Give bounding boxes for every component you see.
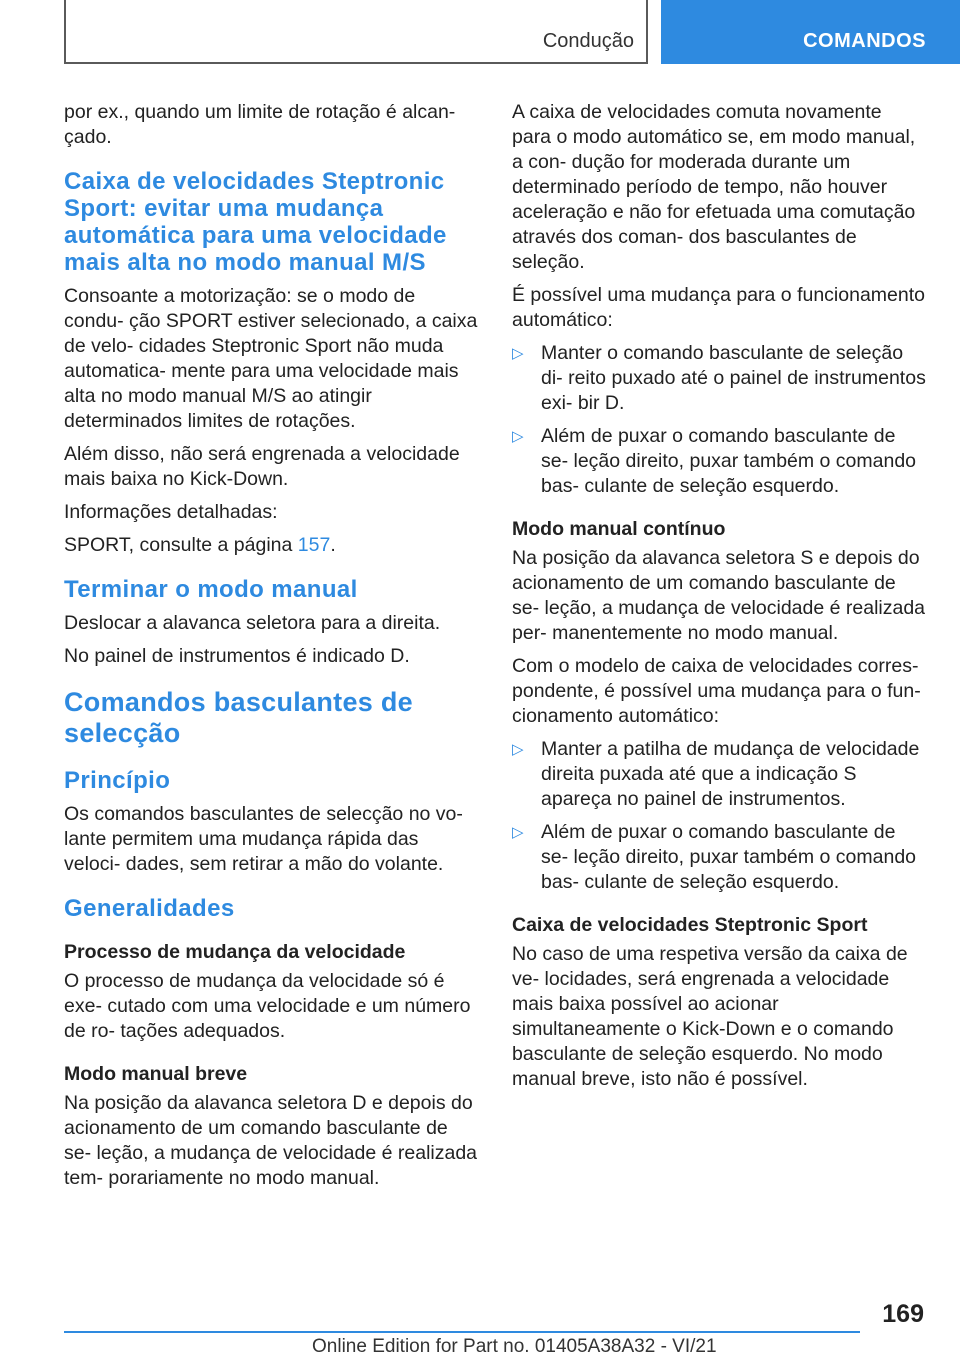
header-section-label: Condução	[542, 30, 634, 52]
paragraph-intro: por ex., quando um limite de rotação é alcan‐ çado.	[64, 101, 456, 148]
triangle-bullet-icon: ▷	[512, 741, 524, 758]
header-chapter-label: COMANDOS	[803, 30, 926, 52]
paragraph-reference	[64, 533, 478, 558]
page-reference-link[interactable]: 157	[297, 534, 331, 556]
heading-processo-mudanca: Processo de mudança da velocidade	[64, 941, 406, 963]
list-item	[512, 737, 926, 812]
paragraph-steptronic-2: Além disso, não será engrenada a velocidade mais baixa no Kick-Down.	[64, 443, 460, 490]
bullet-list-continuo	[512, 737, 926, 895]
paragraph-processo: O processo de mudança da velocidade só é exe‐ cutado com uma velocidade e um número de ro‐ tações adequados.	[64, 970, 471, 1042]
reference-end: .	[330, 534, 336, 556]
paragraph-terminar-1: Deslocar a alavanca seletora para a direita.	[64, 612, 441, 634]
heading-modo-manual-continuo: Modo manual contínuo	[512, 518, 726, 540]
paragraph-terminar-2: No painel de instrumentos é indicado D.	[64, 645, 410, 667]
paragraph-modo-breve: Na posição da alavanca seletora D e depois do acionamento de um comando basculante de se‐ leção, a mudança de velocidade é realizada tem‐ porariamente no modo manual.	[64, 1092, 478, 1189]
left-column	[64, 100, 478, 1199]
page-number: 169	[882, 1300, 924, 1328]
reference-text: SPORT, consulte a página	[64, 534, 298, 556]
heading-terminar-modo-manual: Terminar o modo manual	[64, 576, 358, 603]
paragraph-continuo-1: Na posição da alavanca seletora S e depois do acionamento de um comando basculante de se‐ leção, a mudança de velocidade é realizada per‐ manentemente no modo manual.	[512, 547, 926, 644]
list-item-text: Manter o comando basculante de seleção di‐ reito puxado até o painel de instrumentos exi‐ bir D.	[541, 342, 926, 414]
paragraph-continuo-2: Com o modelo de caixa de velocidades corres‐ pondente, é possível uma mudança para o fun‐ cionamento automático:	[512, 655, 921, 727]
triangle-bullet-icon: ▷	[512, 428, 524, 445]
header-tab-chapter	[661, 0, 960, 64]
paragraph-auto-1: A caixa de velocidades comuta novamente para o modo automático se, em modo manual, a con‐ dução for moderada durante um determinado período de tempo, não houver aceleração e não for efetuada uma comutação através dos coman‐ dos basculantes de seleção.	[512, 101, 916, 273]
list-item-text: Além de puxar o comando basculante de se‐ leção direito, puxar também o comando bas‐ culante de seleção esquerdo.	[541, 425, 917, 497]
paragraph-auto-2: É possível uma mudança para o funcionamento automático:	[512, 284, 925, 331]
list-item-text: Além de puxar o comando basculante de se‐ leção direito, puxar também o comando bas‐ culante de seleção esquerdo.	[541, 821, 917, 893]
heading-steptronic-sport-avoid-upshift: Caixa de velocidades Steptronic Sport: evitar uma mudança automática para uma velocidade mais alta no modo manual M/S	[64, 168, 447, 276]
heading-comandos-basculantes: Comandos basculantes de selecção	[64, 687, 413, 748]
list-item	[512, 341, 926, 416]
bullet-list-auto	[512, 341, 926, 499]
heading-modo-manual-breve: Modo manual breve	[64, 1063, 248, 1085]
right-column	[512, 100, 926, 1100]
paragraph-steptronic-sport: No caso de uma respetiva versão da caixa de ve‐ locidades, será engrenada a velocidade mais baixa possível ao acionar simultaneamente o Kick-Down e o comando basculante de seleção esquerdo. No modo manual breve, isto não é possível.	[512, 943, 908, 1090]
heading-steptronic-sport: Caixa de velocidades Steptronic Sport	[512, 914, 868, 936]
list-item	[512, 424, 926, 499]
triangle-bullet-icon: ▷	[512, 345, 524, 362]
list-item-text: Manter a patilha de mudança de velocidade direita puxada até que a indicação S apareça no painel de instrumentos.	[541, 738, 920, 810]
heading-principio: Princípio	[64, 767, 171, 794]
footer-divider	[64, 1331, 860, 1333]
list-item	[512, 820, 926, 895]
paragraph-principio: Os comandos basculantes de selecção no vo‐ lante permitem uma mudança rápida das veloci‐ dades, sem retirar a mão do volante.	[64, 803, 463, 875]
paragraph-steptronic-1: Consoante a motorização: se o modo de condu‐ ção SPORT estiver selecionado, a caixa de velo‐ cidades Steptronic Sport não muda automatica‐ mente para uma velocidade mais alta no modo manual M/S ao atingir determinados limites de rotações.	[64, 285, 478, 432]
heading-generalidades: Generalidades	[64, 895, 235, 922]
triangle-bullet-icon: ▷	[512, 824, 524, 841]
header-tab-section	[64, 0, 648, 64]
footer-edition-text: Online Edition for Part no. 01405A38A32 - VI/21	[312, 1336, 717, 1357]
paragraph-steptronic-3: Informações detalhadas:	[64, 501, 278, 523]
